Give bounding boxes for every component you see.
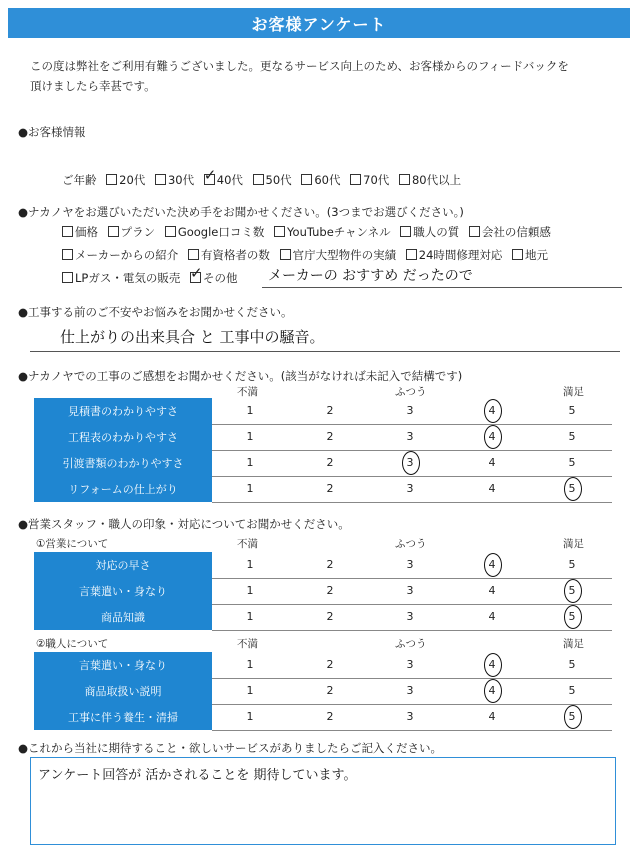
rating-3[interactable]: 3 xyxy=(406,658,414,671)
rating-label: 商品取扱い説明 xyxy=(84,685,162,698)
rating-2[interactable]: 2 xyxy=(326,456,334,469)
customer-heading: ●お客様情報 xyxy=(18,125,86,139)
rating-2[interactable]: 2 xyxy=(326,584,334,597)
concern-answer[interactable]: 仕上がりの出来具合 と 工事中の騒音。 xyxy=(60,328,325,346)
rating-4[interactable]: 4 xyxy=(488,610,496,623)
checkbox[interactable] xyxy=(301,174,312,185)
age-option-checked[interactable]: ✓ 40代 xyxy=(203,166,243,187)
intro-line-1: この度は弊社をご利用有難うございました。更なるサービス向上のため、お客様からのフィードバックを xyxy=(30,59,569,73)
rating-label: 見積書のわかりやすさ xyxy=(68,405,178,418)
intro-line-2: 頂けましたら幸甚です。 xyxy=(30,79,156,93)
checkbox[interactable] xyxy=(62,249,73,260)
scale-low: 不満 xyxy=(237,386,258,398)
checkbox[interactable] xyxy=(62,226,73,237)
reason-option[interactable]: 会社の信頼感 xyxy=(469,224,551,240)
checkbox[interactable] xyxy=(108,226,119,237)
row-divider xyxy=(212,678,612,679)
row-divider xyxy=(212,604,612,605)
reason-option[interactable]: メーカーからの紹介 xyxy=(62,247,178,263)
rating-2[interactable]: 2 xyxy=(326,684,334,697)
rating-5[interactable]: 5 xyxy=(568,610,576,623)
rating-3[interactable]: 3 xyxy=(406,584,414,597)
sales-subheading: ①営業について xyxy=(36,538,109,550)
rating-1[interactable]: 1 xyxy=(246,404,254,417)
age-option[interactable]: 80代以上 xyxy=(399,172,461,188)
rating-4[interactable]: 4 xyxy=(488,482,496,495)
intro-text xyxy=(30,56,620,96)
row-divider xyxy=(212,704,612,705)
check-mark-icon: ✓ xyxy=(190,264,203,282)
rating-5[interactable]: 5 xyxy=(568,558,576,571)
reason-option[interactable]: LPガス・電気の販売 xyxy=(62,270,180,286)
scale-low: 不満 xyxy=(237,638,258,650)
selected-rating-circle xyxy=(484,553,502,577)
rating-4[interactable]: 4 xyxy=(488,584,496,597)
rating-5[interactable]: 5 xyxy=(568,658,576,671)
reason-row-1 xyxy=(62,224,557,240)
other-answer[interactable]: メーカーの おすすめ だったので xyxy=(268,268,473,284)
rating-5[interactable]: 5 xyxy=(568,430,576,443)
reason-option[interactable]: 官庁大型物件の実績 xyxy=(280,247,397,263)
rating-1[interactable]: 1 xyxy=(246,658,254,671)
rating-3[interactable]: 3 xyxy=(406,456,414,469)
selected-rating-circle xyxy=(484,399,502,423)
rating-4[interactable]: 4 xyxy=(488,710,496,723)
scale-mid: ふつう xyxy=(395,638,427,650)
comment-answer[interactable]: アンケート回答が 活かされることを 期待しています。 xyxy=(38,768,357,783)
reason-option[interactable]: プラン xyxy=(108,224,156,240)
staff-heading: ●営業スタッフ・職人の印象・対応についてお聞かせください。 xyxy=(18,517,350,531)
rating-label: 商品知識 xyxy=(101,611,145,624)
age-option[interactable]: 60代 xyxy=(301,172,340,188)
rating-label: 言葉遣い・身なり xyxy=(79,659,167,672)
row-divider xyxy=(212,424,612,425)
reason-option[interactable]: 職人の質 xyxy=(400,224,459,240)
reason-option[interactable]: YouTubeチャンネル xyxy=(274,224,391,240)
rating-4[interactable]: 4 xyxy=(488,430,496,443)
rating-1[interactable]: 1 xyxy=(246,482,254,495)
reason-row-2 xyxy=(62,247,554,263)
checkbox[interactable] xyxy=(188,249,199,260)
selected-rating-circle xyxy=(484,679,502,703)
age-option[interactable]: 70代 xyxy=(350,172,389,188)
rating-5[interactable]: 5 xyxy=(568,584,576,597)
checkbox[interactable] xyxy=(469,226,480,237)
rating-1[interactable]: 1 xyxy=(246,430,254,443)
checkbox[interactable] xyxy=(399,174,410,185)
concern-heading: ●工事する前のご不安やお悩みをお聞かせください。 xyxy=(18,305,293,319)
selected-rating-circle xyxy=(564,477,582,501)
age-row xyxy=(62,166,467,188)
checkbox[interactable] xyxy=(274,226,285,237)
selected-rating-circle xyxy=(484,425,502,449)
page-title: お客様アンケート xyxy=(8,8,630,38)
rating-4[interactable]: 4 xyxy=(488,558,496,571)
rating-5[interactable]: 5 xyxy=(568,482,576,495)
checkbox[interactable] xyxy=(62,272,73,283)
rating-1[interactable]: 1 xyxy=(246,584,254,597)
rating-3[interactable]: 3 xyxy=(406,610,414,623)
other-answer-line xyxy=(262,287,622,288)
rating-label: 引渡書類のわかりやすさ xyxy=(62,457,184,470)
reason-row-3 xyxy=(62,264,244,286)
rating-label: 工事に伴う養生・清掃 xyxy=(68,711,178,724)
row-divider xyxy=(212,578,612,579)
reason-option[interactable]: 有資格者の数 xyxy=(188,247,270,263)
concern-answer-line xyxy=(30,351,620,352)
age-option[interactable]: 20代 xyxy=(106,172,145,188)
rating-3[interactable]: 3 xyxy=(406,482,414,495)
rating-label: 工程表のわかりやすさ xyxy=(68,431,178,444)
rating-1[interactable]: 1 xyxy=(246,710,254,723)
reason-option[interactable]: 24時間修理対応 xyxy=(406,247,503,263)
scale-mid: ふつう xyxy=(395,386,427,398)
rating-5[interactable]: 5 xyxy=(568,456,576,469)
reason-option[interactable]: Google口コミ数 xyxy=(165,224,265,240)
selected-rating-circle xyxy=(564,579,582,603)
checkbox[interactable] xyxy=(253,174,264,185)
impression-heading: ●ナカノヤでの工事のご感想をお聞かせください。(該当がなければ未記入で結構です) xyxy=(18,369,463,383)
reason-option[interactable]: 地元 xyxy=(512,247,548,263)
checkbox[interactable] xyxy=(280,249,291,260)
rating-2[interactable]: 2 xyxy=(326,404,334,417)
checkbox[interactable] xyxy=(350,174,361,185)
rating-1[interactable]: 1 xyxy=(246,610,254,623)
rating-5[interactable]: 5 xyxy=(568,404,576,417)
expect-heading: ●これから当社に期待すること・欲しいサービスがありましたらご記入ください。 xyxy=(18,741,443,755)
rating-1[interactable]: 1 xyxy=(246,684,254,697)
row-divider xyxy=(212,730,612,731)
row-divider xyxy=(212,476,612,477)
rating-3[interactable]: 3 xyxy=(406,684,414,697)
scale-high: 満足 xyxy=(563,386,584,398)
scale-high: 満足 xyxy=(563,638,584,650)
rating-label: リフォームの仕上がり xyxy=(68,483,178,496)
age-option[interactable]: 30代 xyxy=(155,172,194,188)
rating-4[interactable]: 4 xyxy=(488,456,496,469)
row-divider xyxy=(212,630,612,631)
checkbox[interactable] xyxy=(406,249,417,260)
rating-3[interactable]: 3 xyxy=(406,430,414,443)
rating-label: 言葉遣い・身なり xyxy=(79,585,167,598)
scale-high: 満足 xyxy=(563,538,584,550)
selected-rating-circle xyxy=(484,653,502,677)
rating-4[interactable]: 4 xyxy=(488,404,496,417)
rating-4[interactable]: 4 xyxy=(488,658,496,671)
row-divider xyxy=(212,502,612,503)
checkbox[interactable] xyxy=(155,174,166,185)
rating-3[interactable]: 3 xyxy=(406,710,414,723)
rating-1[interactable]: 1 xyxy=(246,558,254,571)
rating-2[interactable]: 2 xyxy=(326,658,334,671)
checkbox[interactable] xyxy=(106,174,117,185)
rating-2[interactable]: 2 xyxy=(326,610,334,623)
checkbox[interactable] xyxy=(400,226,411,237)
reason-heading: ●ナカノヤをお選びいただいた決め手をお聞かせください。(3つまでお選びください。) xyxy=(18,205,464,219)
scale-mid: ふつう xyxy=(395,538,427,550)
rating-5[interactable]: 5 xyxy=(568,710,576,723)
rating-2[interactable]: 2 xyxy=(326,430,334,443)
rating-1[interactable]: 1 xyxy=(246,456,254,469)
rating-4[interactable]: 4 xyxy=(488,684,496,697)
scale-low: 不満 xyxy=(237,538,258,550)
age-option[interactable]: 50代 xyxy=(253,172,292,188)
check-mark-icon: ✓ xyxy=(203,166,217,184)
checkbox[interactable] xyxy=(165,226,176,237)
rating-5[interactable]: 5 xyxy=(568,684,576,697)
reason-option[interactable]: 価格 xyxy=(62,224,98,240)
rating-2[interactable]: 2 xyxy=(326,558,334,571)
selected-rating-circle xyxy=(564,605,582,629)
rating-2[interactable]: 2 xyxy=(326,482,334,495)
craft-subheading: ②職人について xyxy=(36,638,109,650)
reason-option-checked[interactable]: ✓ その他 xyxy=(190,264,238,285)
rating-label: 対応の早さ xyxy=(95,559,151,572)
rating-3[interactable]: 3 xyxy=(406,558,414,571)
checkbox[interactable] xyxy=(512,249,523,260)
selected-rating-circle xyxy=(402,451,420,475)
age-label: ご年齢 xyxy=(62,173,97,187)
rating-3[interactable]: 3 xyxy=(406,404,414,417)
rating-2[interactable]: 2 xyxy=(326,710,334,723)
selected-rating-circle xyxy=(564,705,582,729)
